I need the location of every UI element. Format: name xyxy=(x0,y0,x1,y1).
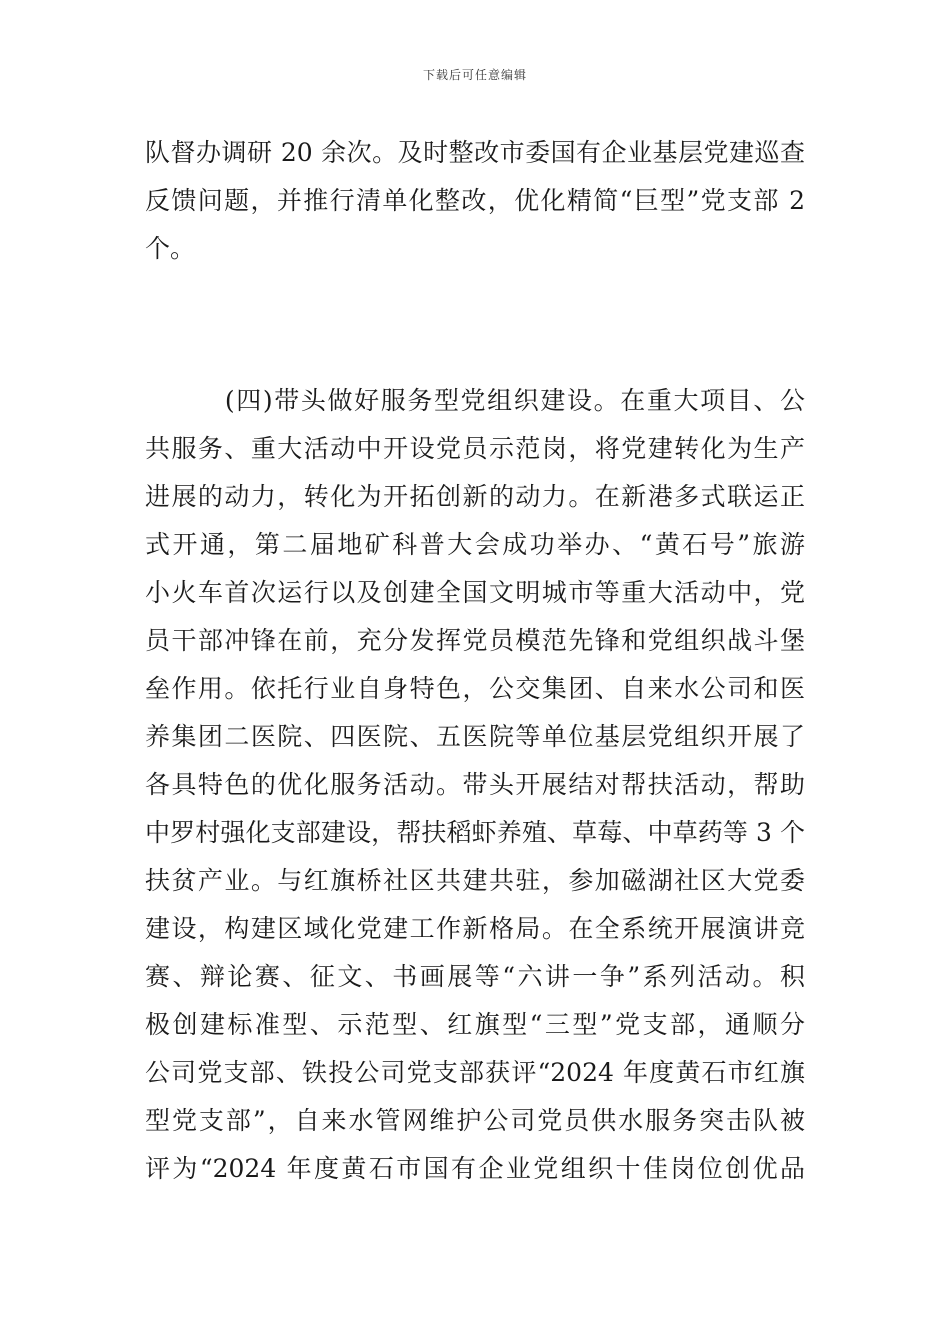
text-line: 公司党支部、铁投公司党支部获评“2024 年度黄石市红旗 xyxy=(145,1058,805,1087)
text-line: 员干部冲锋在前，充分发挥党员模范先锋和党组织战斗堡 xyxy=(145,626,805,655)
text-line: 极创建标准型、示范型、红旗型“三型”党支部，通顺分 xyxy=(145,1010,805,1039)
text-line: 扶贫产业。与红旗桥社区共建共驻，参加磁湖社区大党委 xyxy=(145,866,805,895)
text-line: 各具特色的优化服务活动。带头开展结对帮扶活动，帮助 xyxy=(145,770,805,799)
text-line: 评为“2024 年度黄石市国有企业党组织十佳岗位创优品 xyxy=(145,1154,805,1183)
text-line: 建设，构建区域化党建工作新格局。在全系统开展演讲竞 xyxy=(145,914,805,943)
text-line: 赛、辩论赛、征文、书画展等“六讲一争”系列活动。积 xyxy=(145,962,805,991)
text-line: 式开通，第二届地矿科普大会成功举办、“黄石号”旅游 xyxy=(145,530,805,559)
text-line: (四)带头做好服务型党组织建设。在重大项目、公 xyxy=(145,386,805,415)
text-line: 共服务、重大活动中开设党员示范岗，将党建转化为生产 xyxy=(145,434,805,463)
text-line: 中罗村强化支部建设，帮扶稻虾养殖、草莓、中草药等 3 个 xyxy=(145,818,805,847)
paragraph xyxy=(145,377,805,1193)
text-line: 养集团二医院、四医院、五医院等单位基层党组织开展了 xyxy=(145,722,805,751)
page-header: 下载后可任意编辑 xyxy=(422,68,527,82)
text-line: 个。 xyxy=(145,234,196,263)
text-line: 垒作用。依托行业自身特色，公交集团、自来水公司和医 xyxy=(145,674,805,703)
text-line: 进展的动力，转化为开拓创新的动力。在新港多式联运正 xyxy=(145,482,805,511)
text-line: 型党支部”，自来水管网维护公司党员供水服务突击队被 xyxy=(145,1106,805,1135)
text-line: 反馈问题，并推行清单化整改，优化精简“巨型”党支部 2 xyxy=(145,186,805,215)
text-line: 小火车首次运行以及创建全国文明城市等重大活动中，党 xyxy=(145,578,805,607)
text-line: 队督办调研 20 余次。及时整改市委国有企业基层党建巡查 xyxy=(145,138,805,167)
paragraph xyxy=(145,129,805,273)
